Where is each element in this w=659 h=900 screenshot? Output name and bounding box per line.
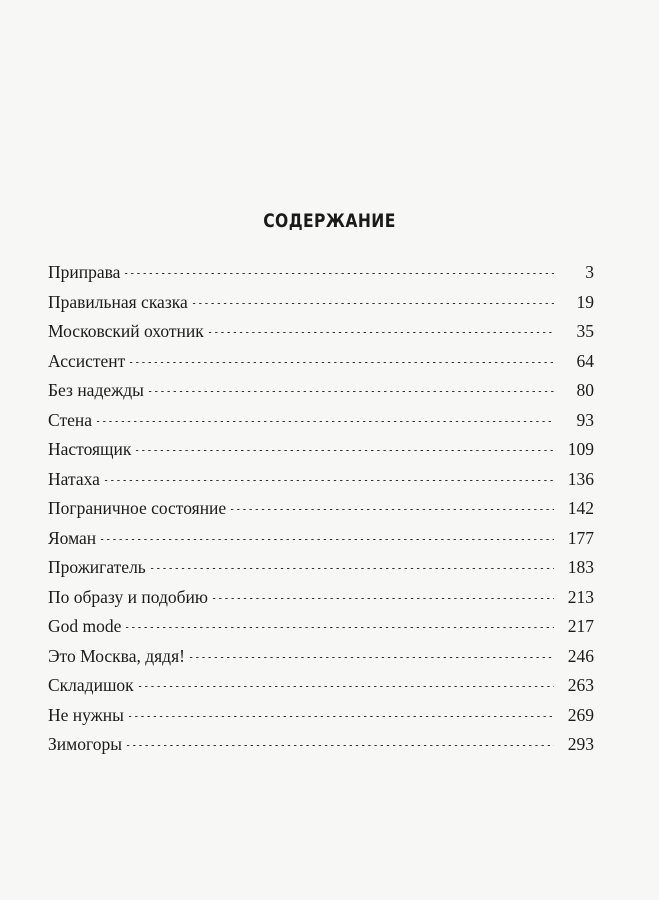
toc-entry-title: Без надежды — [48, 380, 144, 400]
toc-entry — [48, 465, 594, 495]
dot-leader — [128, 362, 554, 363]
toc-entry — [48, 730, 594, 760]
dot-leader — [134, 450, 554, 451]
toc-entry — [48, 701, 594, 731]
toc-entry — [48, 583, 594, 613]
toc-entry-title: Зимогоры — [48, 734, 122, 754]
toc-entry — [48, 553, 594, 583]
toc-entry-title: Не нужны — [48, 704, 124, 725]
toc-entry-page: 213 — [567, 586, 594, 607]
toc-entry-title: Приправа — [48, 262, 121, 282]
toc-entry-page: 64 — [576, 350, 594, 371]
toc-entry-title: Натаха — [48, 468, 100, 489]
toc-entry-title: Правильная сказка — [48, 291, 188, 312]
toc-entry-page: 142 — [567, 498, 594, 518]
toc-entry-title: Яоман — [48, 527, 97, 548]
toc-entry — [48, 642, 594, 672]
dot-leader — [127, 716, 554, 717]
toc-entry — [48, 406, 594, 436]
dot-leader — [137, 686, 554, 687]
toc-entry-title: Пограничное состояние — [48, 498, 227, 518]
toc-entry-page: 93 — [576, 409, 594, 430]
toc-entry-title: Стена — [48, 409, 92, 430]
toc-entry — [48, 612, 594, 642]
dot-leader — [99, 539, 554, 540]
toc-entry-page: 217 — [567, 616, 594, 636]
dot-leader — [147, 391, 554, 392]
toc-entry-page: 80 — [576, 380, 594, 400]
toc-entry — [48, 494, 594, 524]
toc-entry-page: 136 — [567, 468, 594, 489]
contents-heading: СОДЕРЖАНИЕ — [263, 210, 396, 232]
dot-leader — [191, 303, 554, 304]
toc-entry-title: По образу и подобию — [48, 586, 208, 607]
dot-leader — [103, 480, 554, 481]
toc-entry-page: 177 — [567, 527, 594, 548]
toc-entry-page: 269 — [567, 704, 594, 725]
toc-entry-title: Это Москва, дядя! — [48, 645, 185, 666]
toc-entry — [48, 435, 594, 465]
toc-entry — [48, 671, 594, 701]
toc-entry-title: Ассистент — [48, 350, 126, 371]
dot-leader — [188, 657, 554, 658]
table-of-contents — [48, 258, 594, 760]
toc-entry-title: Прожигатель — [48, 557, 146, 577]
toc-entry — [48, 524, 594, 554]
dot-leader — [125, 745, 554, 746]
toc-entry-page: 3 — [585, 262, 594, 282]
toc-entry — [48, 258, 594, 288]
dot-leader — [95, 421, 554, 422]
toc-entry — [48, 376, 594, 406]
toc-entry-page: 109 — [567, 439, 594, 459]
dot-leader — [207, 332, 554, 333]
toc-entry-page: 263 — [567, 675, 594, 695]
toc-entry — [48, 347, 594, 377]
toc-entry-page: 35 — [576, 321, 594, 341]
dot-leader — [124, 627, 554, 628]
toc-entry-title: Складишок — [48, 675, 134, 695]
dot-leader — [211, 598, 554, 599]
dot-leader — [123, 273, 554, 274]
toc-entry-page: 183 — [567, 557, 594, 577]
toc-entry-page: 19 — [576, 291, 594, 312]
toc-entry-title: God mode — [48, 616, 122, 636]
toc-entry-title: Московский охотник — [48, 321, 204, 341]
toc-entry — [48, 317, 594, 347]
dot-leader — [229, 509, 554, 510]
toc-entry-page: 293 — [567, 734, 594, 754]
toc-entry-title: Настоящик — [48, 439, 132, 459]
toc-entry-page: 246 — [567, 645, 594, 666]
toc-entry — [48, 288, 594, 318]
dot-leader — [149, 568, 554, 569]
